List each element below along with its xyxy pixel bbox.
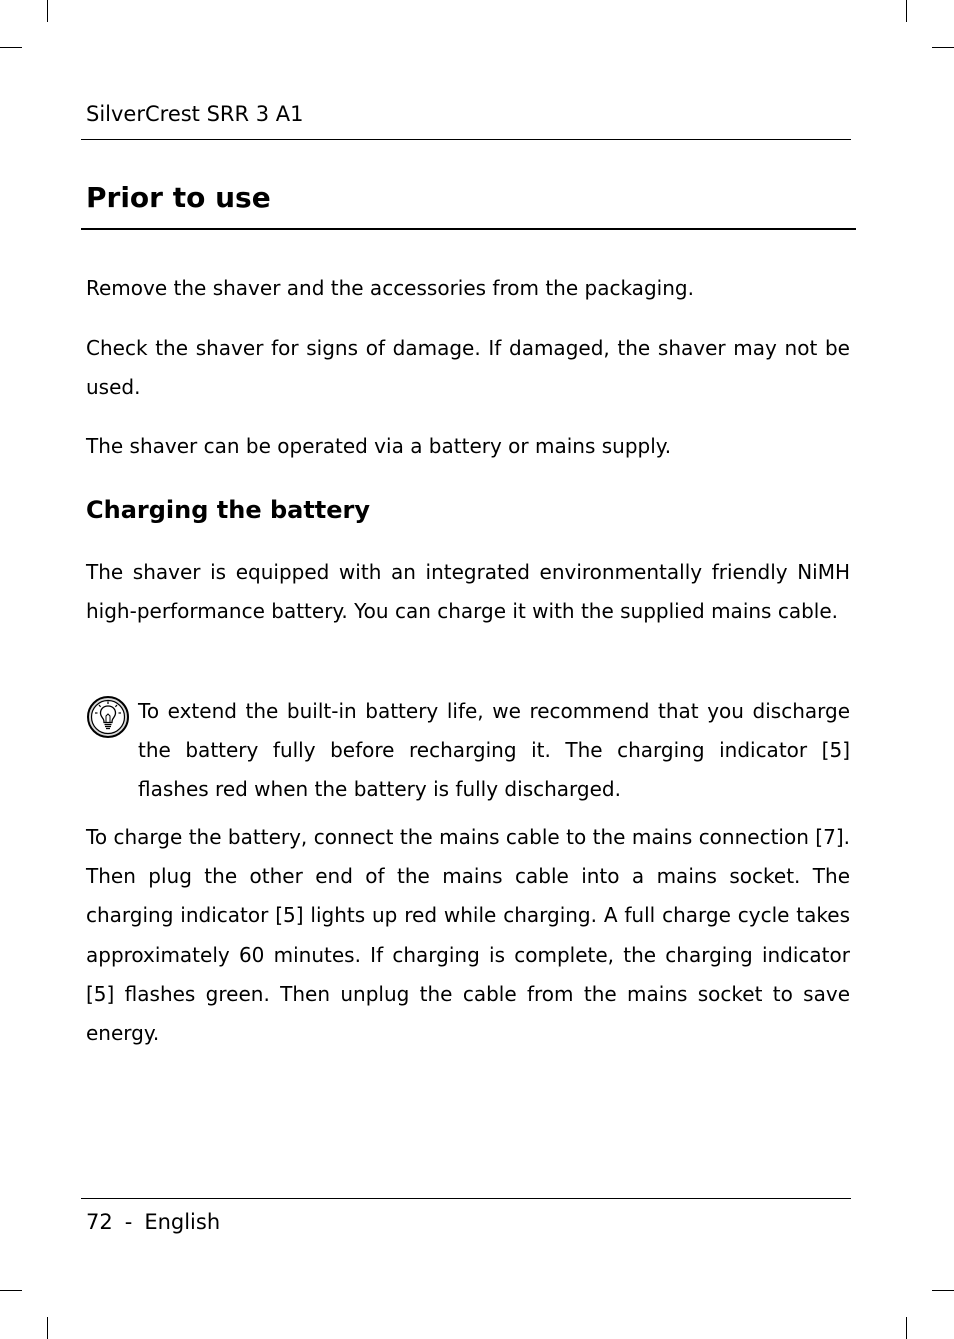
crop-mark-bottom-right-horizontal xyxy=(932,1290,954,1291)
tip-note xyxy=(86,692,850,812)
paragraph-battery-intro: The shaver is equipped with an integrated environmentally friendly NiMH high-performance battery. You can charge it with the supplied mains cable. xyxy=(86,560,850,624)
section-title-rule xyxy=(81,228,856,230)
paragraph-unpack: Remove the shaver and the accessories from the packaging. xyxy=(86,276,694,300)
crop-mark-top-left-vertical xyxy=(47,0,48,22)
crop-mark-bottom-left-vertical xyxy=(47,1317,48,1339)
subsection-title: Charging the battery xyxy=(86,496,371,524)
tip-note-text: To extend the built-in battery life, we recommend that you discharge the battery fully before recharging it. The charging indicator [5] flashes red when the battery is fully discharged. xyxy=(138,699,850,802)
footer-language: English xyxy=(144,1210,221,1234)
crop-mark-bottom-right-vertical xyxy=(906,1317,907,1339)
footer-rule xyxy=(81,1198,851,1199)
page-footer xyxy=(86,1208,220,1236)
paragraph-power-supply: The shaver can be operated via a battery or mains supply. xyxy=(86,434,672,458)
header-rule xyxy=(81,139,851,140)
crop-mark-top-right-horizontal xyxy=(932,47,954,48)
crop-mark-top-left-horizontal xyxy=(0,47,22,48)
section-title: Prior to use xyxy=(86,181,271,214)
crop-mark-bottom-left-horizontal xyxy=(0,1290,22,1291)
paragraph-charging-procedure: To charge the battery, connect the mains cable to the mains connection [7]. Then plug the other end of the mains cable into a mains socket. The charging indicator [5] lights up red while charging. A full charge cycle takes approximately 60 minutes. If charging is complete, the charging indicator [5] flashes green. Then unplug the cable from the mains socket to save energy. xyxy=(86,825,850,1046)
running-header: SilverCrest SRR 3 A1 xyxy=(86,102,304,126)
footer-separator: - xyxy=(124,1210,133,1234)
crop-mark-top-right-vertical xyxy=(906,0,907,22)
lightbulb-icon xyxy=(86,695,130,739)
paragraph-check-damage: Check the shaver for signs of damage. If damaged, the shaver may not be used. xyxy=(86,336,850,400)
page-number: 72 xyxy=(86,1210,113,1234)
